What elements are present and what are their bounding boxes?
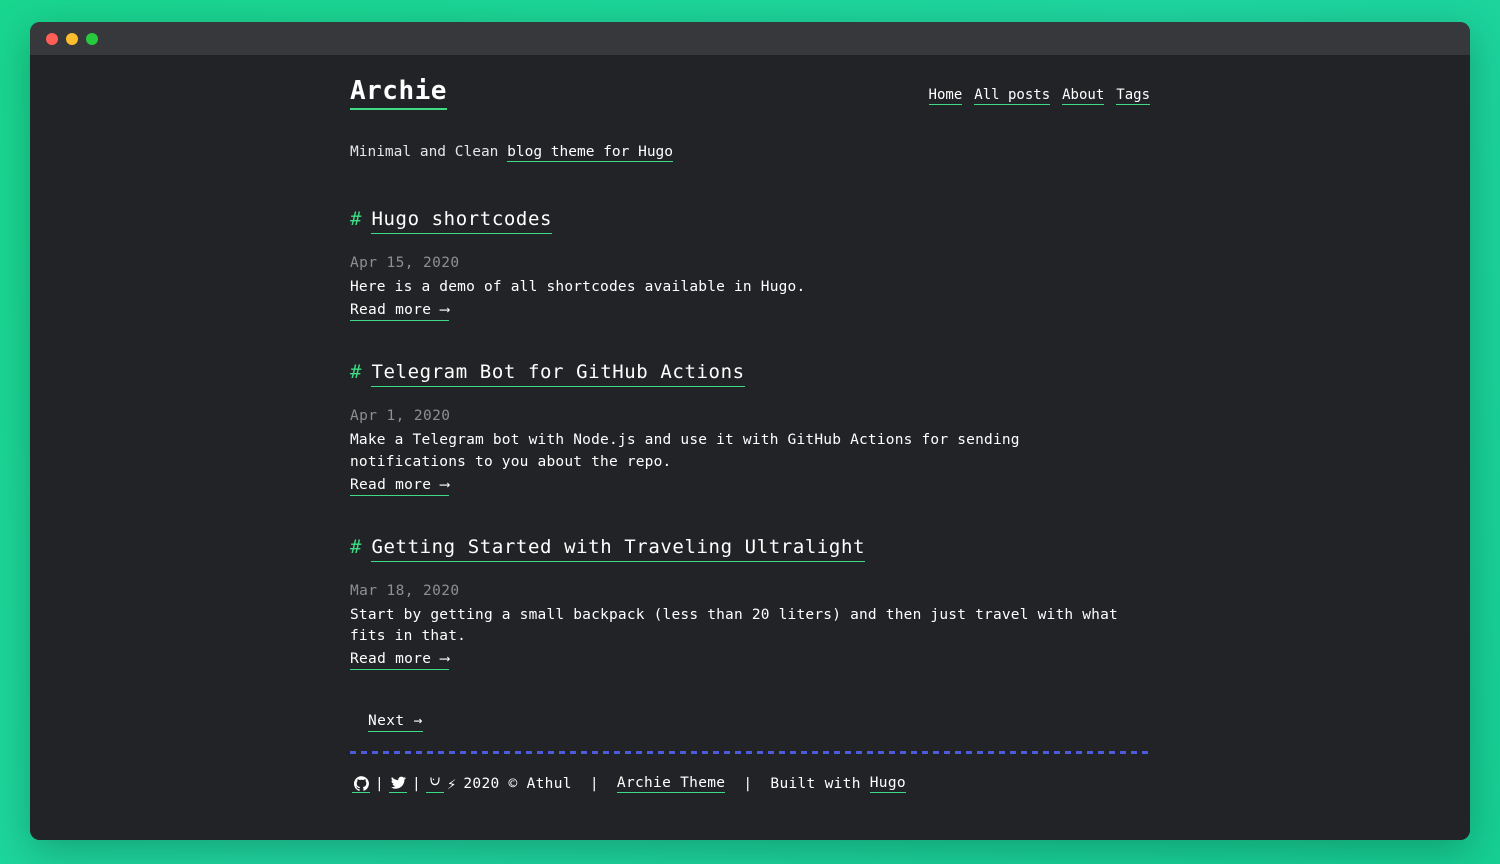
list-item <box>350 208 1150 321</box>
post-summary: Start by getting a small backpack (less than 20 liters) and then just travel with what fits in that. <box>350 606 1118 645</box>
post-title[interactable]: Telegram Bot for GitHub Actions <box>371 361 744 387</box>
pagination <box>350 710 1150 729</box>
nav-item-home[interactable]: Home <box>928 87 963 103</box>
footer-divider <box>350 751 1150 754</box>
minimize-window-button[interactable] <box>66 33 78 45</box>
footer-separator: | <box>412 775 422 792</box>
post-title-row <box>350 361 1150 387</box>
nav-item-tags[interactable]: Tags <box>1116 87 1150 103</box>
hash-icon: # <box>350 361 362 384</box>
post-summary: Make a Telegram bot with Node.js and use it with GitHub Actions for sending notifications to you about the repo. <box>350 432 1020 470</box>
github-icon[interactable] <box>352 774 370 793</box>
list-item <box>350 536 1150 671</box>
post-date: Apr 15, 2020 <box>350 255 460 272</box>
post-summary: Here is a demo of all shortcodes available in Hugo. <box>350 279 806 296</box>
page-viewport <box>30 55 1470 840</box>
social-links <box>352 774 444 793</box>
site-tagline <box>350 142 1150 164</box>
next-page-link[interactable]: Next → <box>368 713 423 732</box>
main-nav <box>929 87 1150 105</box>
read-more-link[interactable]: Read more ⟶ <box>350 302 449 321</box>
post-date: Mar 18, 2020 <box>350 582 460 599</box>
post-date: Apr 1, 2020 <box>350 408 451 425</box>
site-header <box>350 55 1150 110</box>
blog-content <box>350 55 1150 793</box>
hugo-link[interactable]: Hugo <box>869 774 906 791</box>
hash-icon: # <box>350 208 362 231</box>
tagline-link[interactable]: blog theme for Hugo <box>507 143 674 160</box>
post-title-row <box>350 536 1150 562</box>
twitter-icon[interactable] <box>389 774 407 793</box>
archie-theme-link[interactable]: Archie Theme <box>616 774 726 791</box>
post-title[interactable]: Getting Started with Traveling Ultralight <box>371 536 865 562</box>
footer-separator: | <box>375 775 385 792</box>
read-more-link[interactable]: Read more ⟶ <box>350 477 449 496</box>
site-footer <box>350 774 1150 793</box>
tagline-text: Minimal and Clean <box>350 143 508 160</box>
footer-copyright: 2020 © Athul | <box>463 775 617 792</box>
nav-item-about[interactable]: About <box>1062 87 1105 103</box>
list-item <box>350 361 1150 496</box>
post-title[interactable]: Hugo shortcodes <box>371 208 552 234</box>
post-title-row <box>350 208 1150 234</box>
hash-icon: # <box>350 535 362 558</box>
post-list <box>350 208 1150 670</box>
keybase-icon[interactable] <box>426 774 444 793</box>
lightning-icon: ⚡ <box>447 774 457 793</box>
browser-window <box>30 22 1470 840</box>
window-titlebar <box>30 22 1470 55</box>
footer-built-with: | Built with <box>725 775 870 792</box>
nav-item-all-posts[interactable]: All posts <box>974 87 1051 103</box>
read-more-link[interactable]: Read more ⟶ <box>350 651 449 670</box>
zoom-window-button[interactable] <box>86 33 98 45</box>
close-window-button[interactable] <box>46 33 58 45</box>
site-title[interactable]: Archie <box>350 77 447 110</box>
